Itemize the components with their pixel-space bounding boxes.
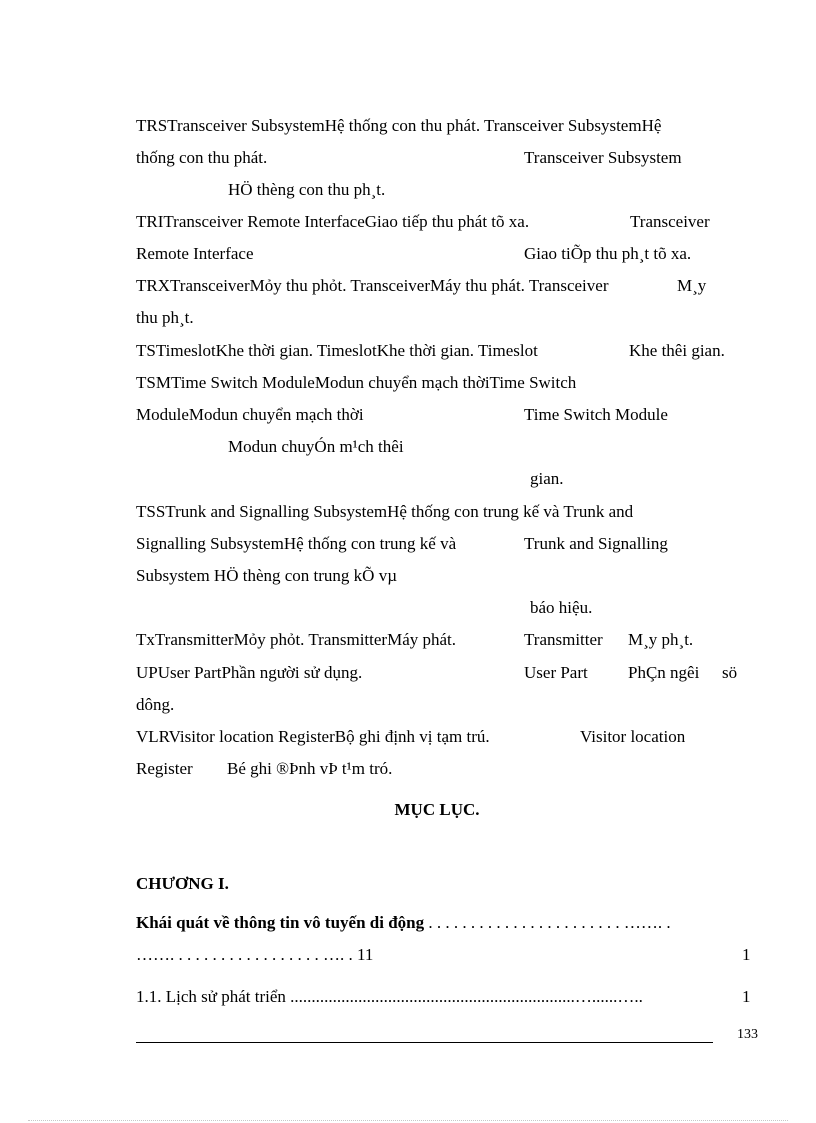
text-line-11: Modun chuyÓn m¹ch thêi bbox=[228, 437, 404, 456]
text-line-12: gian. bbox=[530, 469, 564, 488]
text-line-14-col: Trunk and Signalling bbox=[524, 534, 668, 553]
text-line-10-col: Time Switch Module bbox=[524, 405, 668, 424]
toc-entry-1-cont: ……. . . . . . . . . . . . . . . . . . …. . 11 bbox=[136, 945, 374, 964]
text-line-17: TxTransmitterMỏy phỏt. TransmitterMáy phát. bbox=[136, 630, 457, 649]
chapter-heading: CHƯƠNG I. bbox=[136, 874, 229, 893]
text-line-14: Signalling SubsystemHệ thống con trung kế và bbox=[136, 534, 457, 553]
text-line-9: TSMTime Switch ModuleModun chuyển mạch thờiTime Switch bbox=[136, 373, 577, 392]
toc-entry-1-title: Khái quát về thông tin vô tuyến di động bbox=[136, 913, 425, 932]
toc-entry-1-page: 1 bbox=[742, 945, 751, 964]
text-line-13: TSSTrunk and Signalling SubsystemHệ thống con trung kế và Trunk and bbox=[136, 502, 634, 521]
footer-rule bbox=[136, 1042, 713, 1043]
text-line-21: Register bbox=[136, 759, 193, 778]
text-line-5-col: Giao tiÕp thu ph¸t tõ xa. bbox=[524, 244, 692, 263]
text-line-1: TRSTransceiver SubsystemHệ thống con thu phát. Transceiver SubsystemHệ bbox=[136, 116, 662, 135]
text-line-6-col: M¸y bbox=[677, 276, 707, 295]
text-line-19: dông. bbox=[136, 695, 175, 714]
page-bottom-border bbox=[28, 1120, 788, 1121]
text-line-18-col: User Part bbox=[524, 663, 588, 682]
text-line-8: TSTimeslotKhe thời gian. TimeslotKhe thời gian. Timeslot bbox=[136, 341, 538, 360]
text-line-8-col: Khe thêi gian. bbox=[629, 341, 725, 360]
text-line-15: Subsystem HÖ thèng con trung kÕ vµ bbox=[136, 566, 398, 585]
page-number: 133 bbox=[737, 1027, 758, 1042]
toc-entry-2-leader: ...................................................................…......….. bbox=[285, 987, 643, 1006]
toc-entry-2-page: 1 bbox=[742, 987, 751, 1006]
text-line-21-col: Bé ghi ®Þnh vÞ t¹m tró. bbox=[227, 759, 393, 778]
text-line-2-col: Transceiver Subsystem bbox=[524, 148, 682, 167]
text-line-18-col2: PhÇn ngêi bbox=[628, 663, 700, 682]
text-line-4: TRITransceiver Remote InterfaceGiao tiếp thu phát tõ xa. bbox=[136, 212, 530, 231]
text-line-10: ModuleModun chuyển mạch thời bbox=[136, 405, 364, 424]
text-line-18: UPUser PartPhần người sử dụng. bbox=[136, 663, 363, 682]
text-line-6: TRXTransceiverMỏy thu phỏt. TransceiverMáy thu phát. Transceiver bbox=[136, 276, 609, 295]
text-line-18-col3: sö bbox=[722, 663, 738, 682]
text-line-20: VLRVisitor location RegisterBộ ghi định vị tạm trú. bbox=[136, 727, 490, 746]
text-line-20-col: Visitor location bbox=[580, 727, 686, 746]
text-line-17-col: Transmitter bbox=[524, 630, 603, 649]
text-line-17-col2: M¸y ph¸t. bbox=[628, 630, 694, 649]
text-line-5: Remote Interface bbox=[136, 244, 254, 263]
toc-title: MỤC LỤC. bbox=[394, 800, 480, 819]
toc-entry-1-leader: . . . . . . . . . . . . . . . . . . . . . . . ……. . bbox=[424, 913, 671, 932]
text-line-7: thu ph¸t. bbox=[136, 308, 194, 327]
text-line-3: HÖ thèng con thu ph¸t. bbox=[228, 180, 386, 199]
toc-entry-2 bbox=[136, 986, 643, 1008]
toc-entry-2-title: 1.1. Lịch sử phát triển bbox=[136, 987, 286, 1006]
text-line-4-col: Transceiver bbox=[630, 212, 710, 231]
text-line-16: báo hiệu. bbox=[530, 598, 593, 617]
text-line-2: thống con thu phát. bbox=[136, 148, 268, 167]
toc-entry-1 bbox=[136, 912, 671, 934]
